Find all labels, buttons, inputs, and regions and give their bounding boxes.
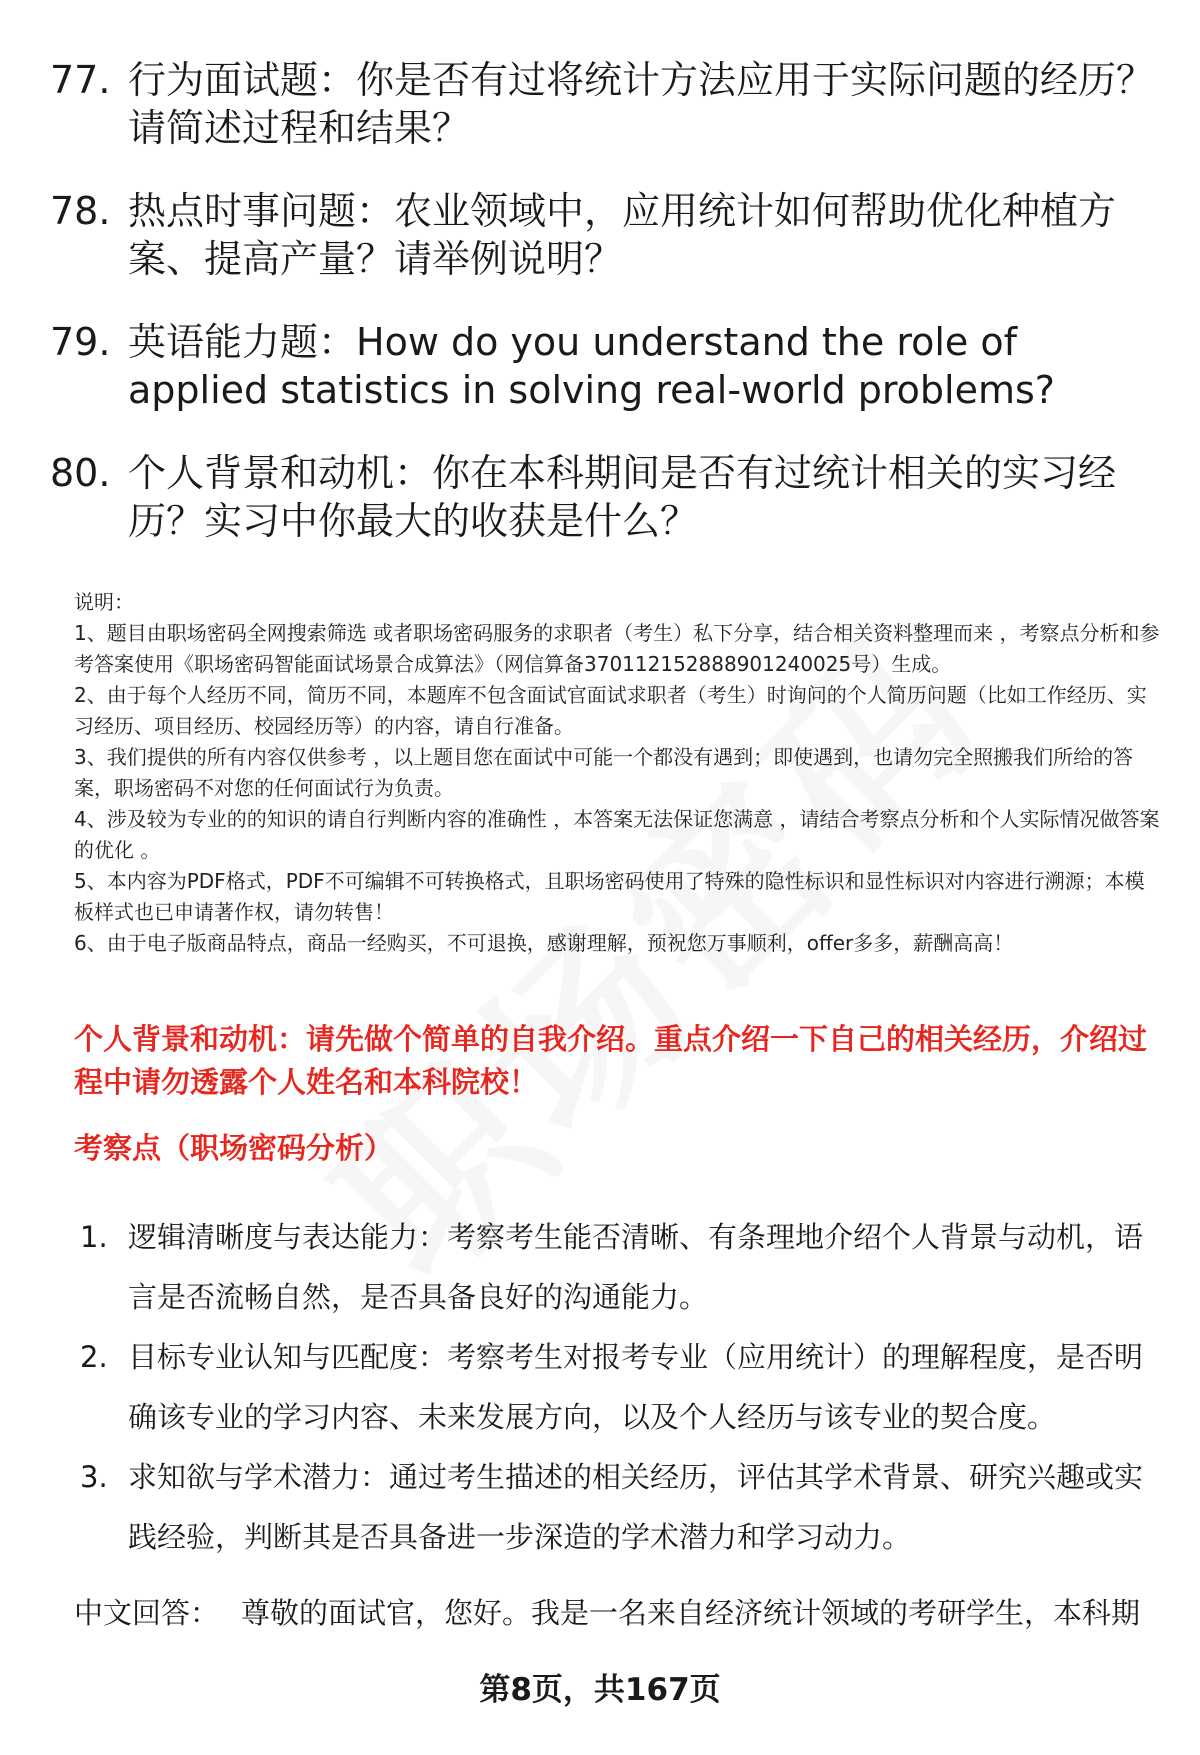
analysis-point [80,1447,1160,1567]
note-item: 3、我们提供的所有内容仅供参考 ，以上题目您在面试中可能一个都没有遇到；即使遇到，也请勿完全照搬我们所给的答案，职场密码不对您的任何面试行为负责。 [74,745,1134,800]
notes-section [74,587,1164,959]
question-number: 77. [50,58,111,102]
note-item: 2、由于每个人经历不同，简历不同，本题库不包含面试官面试求职者（考生）时询问的个人简历问题（比如工作经历、实习经历、项目经历、校园经历等）的内容，请自行准备。 [74,683,1147,738]
question-item [50,318,1160,414]
question-text: 个人背景和动机：你在本科期间是否有过统计相关的实习经历？实习中你最大的收获是什么？ [128,451,1117,543]
question-list [50,56,1160,580]
question-number: 78. [50,189,111,233]
analysis-heading: 考察点（职场密码分析） [74,1131,394,1165]
question-text: 热点时事问题：农业领域中，应用统计如何帮助优化种植方案、提高产量？请举例说明？ [128,189,1117,281]
point-number: 1. [80,1220,108,1254]
point-text: 逻辑清晰度与表达能力：考察考生能否清晰、有条理地介绍个人背景与动机，语言是否流畅自然，是否具备良好的沟通能力。 [128,1220,1144,1314]
question-item [50,56,1160,152]
note-item: 1、题目由职场密码全网搜索筛选 或者职场密码服务的求职者（考生）私下分享，结合相关资料整理而来 ，考察点分析和参考答案使用《职场密码智能面试场景合成算法》（网信算备370112152888901240025号）生成。 [74,621,1160,676]
analysis-point [80,1327,1160,1447]
page-footer: 第8页，共167页 [479,1672,721,1708]
note-item: 5、本内容为PDF格式，PDF不可编辑不可转换格式，且职场密码使用了特殊的隐性标识和显性标识对内容进行溯源；本模板样式也已申请著作权，请勿转售！ [74,869,1145,924]
question-heading: 个人背景和动机：请先做个简单的自我介绍。重点介绍一下自己的相关经历，介绍过程中请勿透露个人姓名和本科院校！ [74,1022,1148,1099]
answer-paragraph [74,1593,1174,1633]
point-text: 求知欲与学术潜力：通过考生描述的相关经历，评估其学术背景、研究兴趣或实践经验，判断其是否具备进一步深造的学术潜力和学习动力。 [128,1460,1144,1554]
question-text: 英语能力题：How do you understand the role of applied statistics in solving real-world problems? [128,320,1055,412]
question-number: 80. [50,451,111,495]
point-number: 3. [80,1460,108,1494]
point-text: 目标专业认知与匹配度：考察考生对报考专业（应用统计）的理解程度，是否明确该专业的学习内容、未来发展方向，以及个人经历与该专业的契合度。 [128,1340,1144,1434]
question-text: 行为面试题：你是否有过将统计方法应用于实际问题的经历？请简述过程和结果？ [128,58,1155,150]
question-number: 79. [50,320,111,364]
question-item [50,449,1160,545]
note-item: 6、由于电子版商品特点，商品一经购买，不可退换，感谢理解，预祝您万事顺利，offer多多，薪酬高高！ [74,931,1014,955]
question-item [50,187,1160,283]
note-item: 4、涉及较为专业的的知识的请自行判断内容的准确性 ，本答案无法保证您满意 ，请结合考察点分析和个人实际情况做答案的优化 。 [74,807,1160,862]
analysis-point [80,1207,1160,1327]
notes-title: 说明： [74,590,134,614]
answer-label: 中文回答： [74,1596,220,1630]
analysis-points [80,1207,1160,1567]
point-number: 2. [80,1340,108,1374]
answer-text: 尊敬的面试官，您好。我是一名来自经济统计领域的考研学生，本科期 [241,1596,1141,1630]
